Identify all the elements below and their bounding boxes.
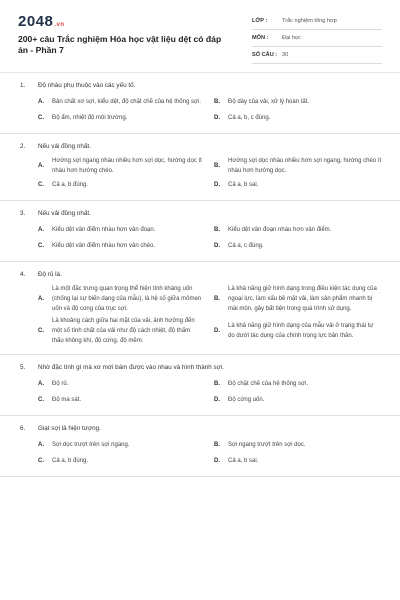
option-letter: D. xyxy=(214,243,220,249)
option-a[interactable] xyxy=(38,284,206,314)
answer-options xyxy=(20,377,382,407)
option-text: Sợi ngang trượt trên sợi dọc. xyxy=(228,442,306,448)
question-list xyxy=(0,73,400,477)
option-letter: A. xyxy=(38,99,44,105)
option-a[interactable] xyxy=(38,377,206,391)
question-1 xyxy=(0,73,400,134)
question-text: Nhờ đặc tính gì mà xơ mới bám được vào nhau và hình thành sợi. xyxy=(38,364,224,371)
page-title: 200+ câu Trắc nghiệm Hóa học vật liệu dệt có đáp án - Phần 7 xyxy=(18,34,222,55)
option-text: Bản chất xơ sợi, kiểu dệt, độ chặt chẽ của hệ thống sợi. xyxy=(52,99,201,105)
option-text: Là khả năng giữ hình dạng trong điều kiện tác dụng của ngoại lực, làm xấu bề mặt vải, làm sản phẩm nhanh bị mài mòn, gây bất tiện trong quá trình sử dụng. xyxy=(228,286,377,312)
option-text: Độ cứng uốn. xyxy=(228,397,265,403)
option-text: Cả a, b đúng. xyxy=(52,458,89,464)
option-text: Cả a, c đúng. xyxy=(228,243,264,249)
option-text: Cả a, b, c đúng. xyxy=(228,115,271,121)
option-b[interactable] xyxy=(214,223,382,237)
question-6 xyxy=(0,416,400,477)
question-number: 1. xyxy=(20,82,26,89)
meta-table xyxy=(252,13,382,64)
page-header xyxy=(0,0,400,72)
option-text: Kiểu dệt vân điểm nhàu hơn vân đoạn. xyxy=(52,227,156,233)
option-text: Độ rủ. xyxy=(52,381,69,387)
option-letter: B. xyxy=(214,227,220,233)
meta-key: LỚP : xyxy=(252,18,268,24)
option-b[interactable] xyxy=(214,284,382,314)
option-text: Kiểu dệt vân đoạn nhàu hơn vân điểm. xyxy=(228,227,332,233)
option-text: Sợi dọc trượt trên sợi ngang. xyxy=(52,442,130,448)
option-letter: A. xyxy=(38,381,44,387)
option-text: Độ ẩm, nhiệt độ môi trường. xyxy=(52,115,128,121)
answer-options xyxy=(20,284,382,346)
question-5 xyxy=(0,355,400,416)
option-text: Là một đặc trưng quan trọng thể hiện tính kháng uốn (chống lại sự biến dạng của mẫu), là hệ số giữa mômen uốn và độ cong của trục sợi. xyxy=(52,286,202,312)
question-number: 6. xyxy=(20,425,26,432)
option-letter: C. xyxy=(38,458,44,464)
question-text: Độ rủ là. xyxy=(38,271,62,278)
answer-options xyxy=(20,438,382,468)
question-text: Độ nhàu phụ thuộc vào các yếu tố. xyxy=(38,82,136,89)
question-3 xyxy=(0,201,400,262)
option-letter: B. xyxy=(214,296,220,302)
option-text: Độ chặt chẽ của hệ thống sợi. xyxy=(228,381,308,387)
option-d[interactable] xyxy=(214,239,382,253)
logo-text: 2048 xyxy=(18,13,54,30)
question-number: 4. xyxy=(20,271,26,278)
question-text: Nếu vải đồng nhất. xyxy=(38,210,91,217)
option-letter: D. xyxy=(214,182,220,188)
option-b[interactable] xyxy=(214,95,382,109)
meta-row-class xyxy=(252,13,382,30)
question-number: 5. xyxy=(20,364,26,371)
option-c[interactable] xyxy=(38,111,206,125)
meta-value: 30 xyxy=(282,52,289,58)
question-number: 3. xyxy=(20,210,26,217)
option-text: Là khả năng giữ hình dạng của mẫu vải ở trạng thái tự do dưới tác dụng của chính trọng lực bản thân. xyxy=(228,323,374,339)
question-header xyxy=(20,81,382,91)
option-b[interactable] xyxy=(214,377,382,391)
logo-suffix: .vn xyxy=(54,22,65,28)
option-b[interactable] xyxy=(214,156,382,176)
option-text: Là khoảng cách giữa hai mặt của vải, ảnh hưởng đến một số tính chất của vải như độ cách nhiệt, độ thấm thấu không khí, độ cứng, độ mềm. xyxy=(52,318,195,344)
option-letter: A. xyxy=(38,227,44,233)
option-letter: D. xyxy=(214,397,220,403)
option-letter: B. xyxy=(214,99,220,105)
option-c[interactable] xyxy=(38,393,206,407)
option-letter: B. xyxy=(214,381,220,387)
option-letter: B. xyxy=(214,163,220,169)
option-letter: C. xyxy=(38,243,44,249)
option-a[interactable] xyxy=(38,223,206,237)
option-text: Kiểu dệt vân điểm nhàu hơn vân chéo. xyxy=(52,243,156,249)
option-text: Cả a, b đúng. xyxy=(52,182,89,188)
option-b[interactable] xyxy=(214,438,382,452)
option-c[interactable] xyxy=(38,316,206,346)
question-text: Nếu vải đồng nhất. xyxy=(38,143,91,150)
option-letter: A. xyxy=(38,296,44,302)
meta-row-subject xyxy=(252,30,382,47)
question-header xyxy=(20,424,382,434)
option-letter: B. xyxy=(214,442,220,448)
option-letter: D. xyxy=(214,328,220,334)
answer-options xyxy=(20,156,382,192)
option-text: Hướng sợi dọc nhàu nhiều hơn sợi ngang, hướng chéo ít nhàu hơn hướng dọc. xyxy=(228,158,382,174)
option-text: Cả a, b sai. xyxy=(228,182,259,188)
option-letter: A. xyxy=(38,442,44,448)
option-text: Độ dày của vải, xử lý hoàn tất. xyxy=(228,99,310,105)
option-d[interactable] xyxy=(214,178,382,192)
option-letter: C. xyxy=(38,115,44,121)
option-letter: D. xyxy=(214,458,220,464)
question-4 xyxy=(0,262,400,355)
question-text: Giạt sợi là hiện tượng. xyxy=(38,425,101,432)
question-header xyxy=(20,209,382,219)
question-header xyxy=(20,270,382,280)
option-d[interactable] xyxy=(214,454,382,468)
meta-key: SỐ CÂU : xyxy=(252,52,278,58)
meta-row-count xyxy=(252,47,382,64)
option-d[interactable] xyxy=(214,316,382,346)
option-letter: D. xyxy=(214,115,220,121)
option-letter: C. xyxy=(38,182,44,188)
option-d[interactable] xyxy=(214,393,382,407)
option-c[interactable] xyxy=(38,454,206,468)
option-text: Hướng sợi ngang nhàu nhiều hơn sợi dọc, hướng dọc ít nhàu hơn hướng chéo. xyxy=(52,158,202,174)
option-letter: C. xyxy=(38,328,44,334)
question-number: 2. xyxy=(20,143,26,150)
meta-value: Trắc nghiệm tổng hợp xyxy=(282,18,337,24)
answer-options xyxy=(20,223,382,253)
option-a[interactable] xyxy=(38,156,206,176)
option-text: Độ ma sát. xyxy=(52,397,82,403)
option-a[interactable] xyxy=(38,438,206,452)
option-c[interactable] xyxy=(38,239,206,253)
question-2 xyxy=(0,134,400,201)
meta-key: MÔN : xyxy=(252,35,269,41)
site-logo[interactable] xyxy=(18,13,65,30)
option-text: Cả a, b sai. xyxy=(228,458,259,464)
answer-options xyxy=(20,95,382,125)
option-c[interactable] xyxy=(38,178,206,192)
question-header xyxy=(20,142,382,152)
option-letter: A. xyxy=(38,163,44,169)
option-letter: C. xyxy=(38,397,44,403)
option-a[interactable] xyxy=(38,95,206,109)
meta-value: Đại học xyxy=(282,35,301,41)
option-d[interactable] xyxy=(214,111,382,125)
question-header xyxy=(20,363,382,373)
